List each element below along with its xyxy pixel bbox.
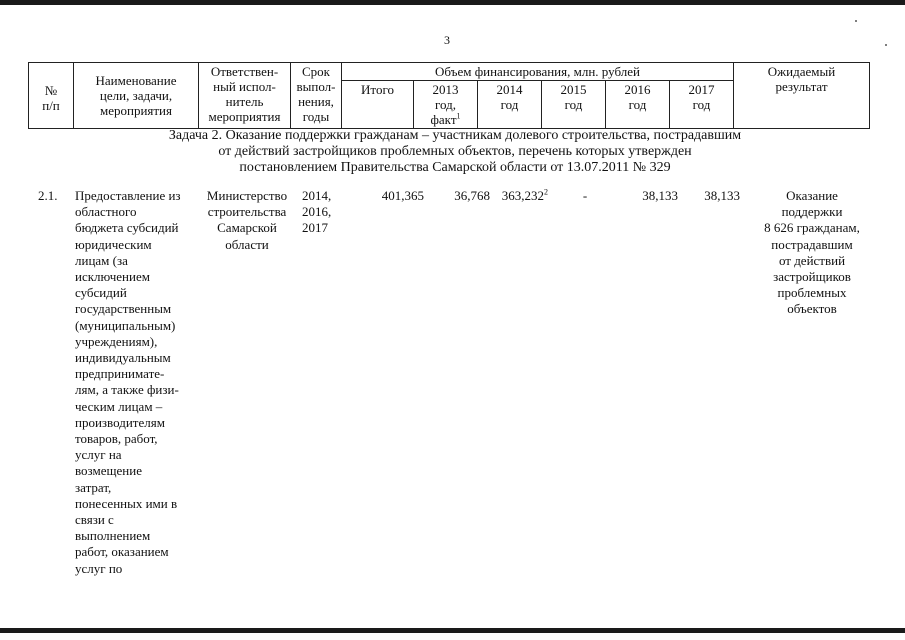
scan-speck — [885, 44, 887, 46]
scan-top-border — [0, 0, 905, 5]
table-header — [28, 62, 870, 129]
row-responsible: Министерство строительства Самарской области — [206, 188, 288, 252]
header-2016: 2016 год — [606, 81, 670, 129]
scan-speck — [855, 20, 857, 22]
header-name: Наименование цели, задачи, мероприятия — [74, 63, 199, 129]
page-number: 3 — [444, 33, 450, 47]
row-term: 2014, 2016, 2017 — [302, 188, 332, 236]
header-funding: Объем финансирования, млн. рублей — [342, 63, 734, 81]
row-total: 401,365 — [381, 188, 424, 203]
task-heading: Задача 2. Оказание поддержки гражданам – участникам долевого строительства, пострадавшим от действий застройщиков проблемных объектов, перечень которых утвержден постановлением Правительства Самарской области от 13.07.2011 № 329 — [168, 128, 742, 175]
row-name: Предоставление из областного бюджета субсидий юридическим лицам (за исключением субсидий государственным (муниципальным) учреждениям), индивидуальным предпринимате- лям, а также физи- ческим лицам – производителям товаров, работ, услуг на возмещение затрат, понесенных ими в связи с выполнением работ, оказанием услуг по — [75, 188, 181, 576]
header-responsible: Ответствен- ный испол- нитель мероприятия — [199, 63, 291, 129]
header-2013: 2013 год, факт$^1$ — [414, 81, 478, 129]
row-2016: 38,133 — [642, 188, 678, 203]
row-2017: 38,133 — [704, 188, 740, 203]
header-result: Ожидаемый результат — [734, 63, 870, 129]
header-num: № п/п — [29, 63, 74, 129]
row-result: Оказание поддержки 8 626 гражданам, пострадавшим от действий застройщиков проблемных объектов — [764, 188, 860, 317]
header-2014: 2014 год — [478, 81, 542, 129]
header-2017: 2017 год — [670, 81, 734, 129]
header-2015: 2015 год — [542, 81, 606, 129]
row-2014: 363,232$^2$ — [501, 187, 548, 203]
header-total: Итого — [342, 81, 414, 129]
row-2013: 36,768 — [454, 188, 490, 203]
row-2015: - — [582, 188, 588, 203]
header-term: Срок выпол- нения, годы — [291, 63, 342, 129]
scan-bottom-border — [0, 628, 905, 633]
row-number: 2.1. — [38, 188, 58, 203]
